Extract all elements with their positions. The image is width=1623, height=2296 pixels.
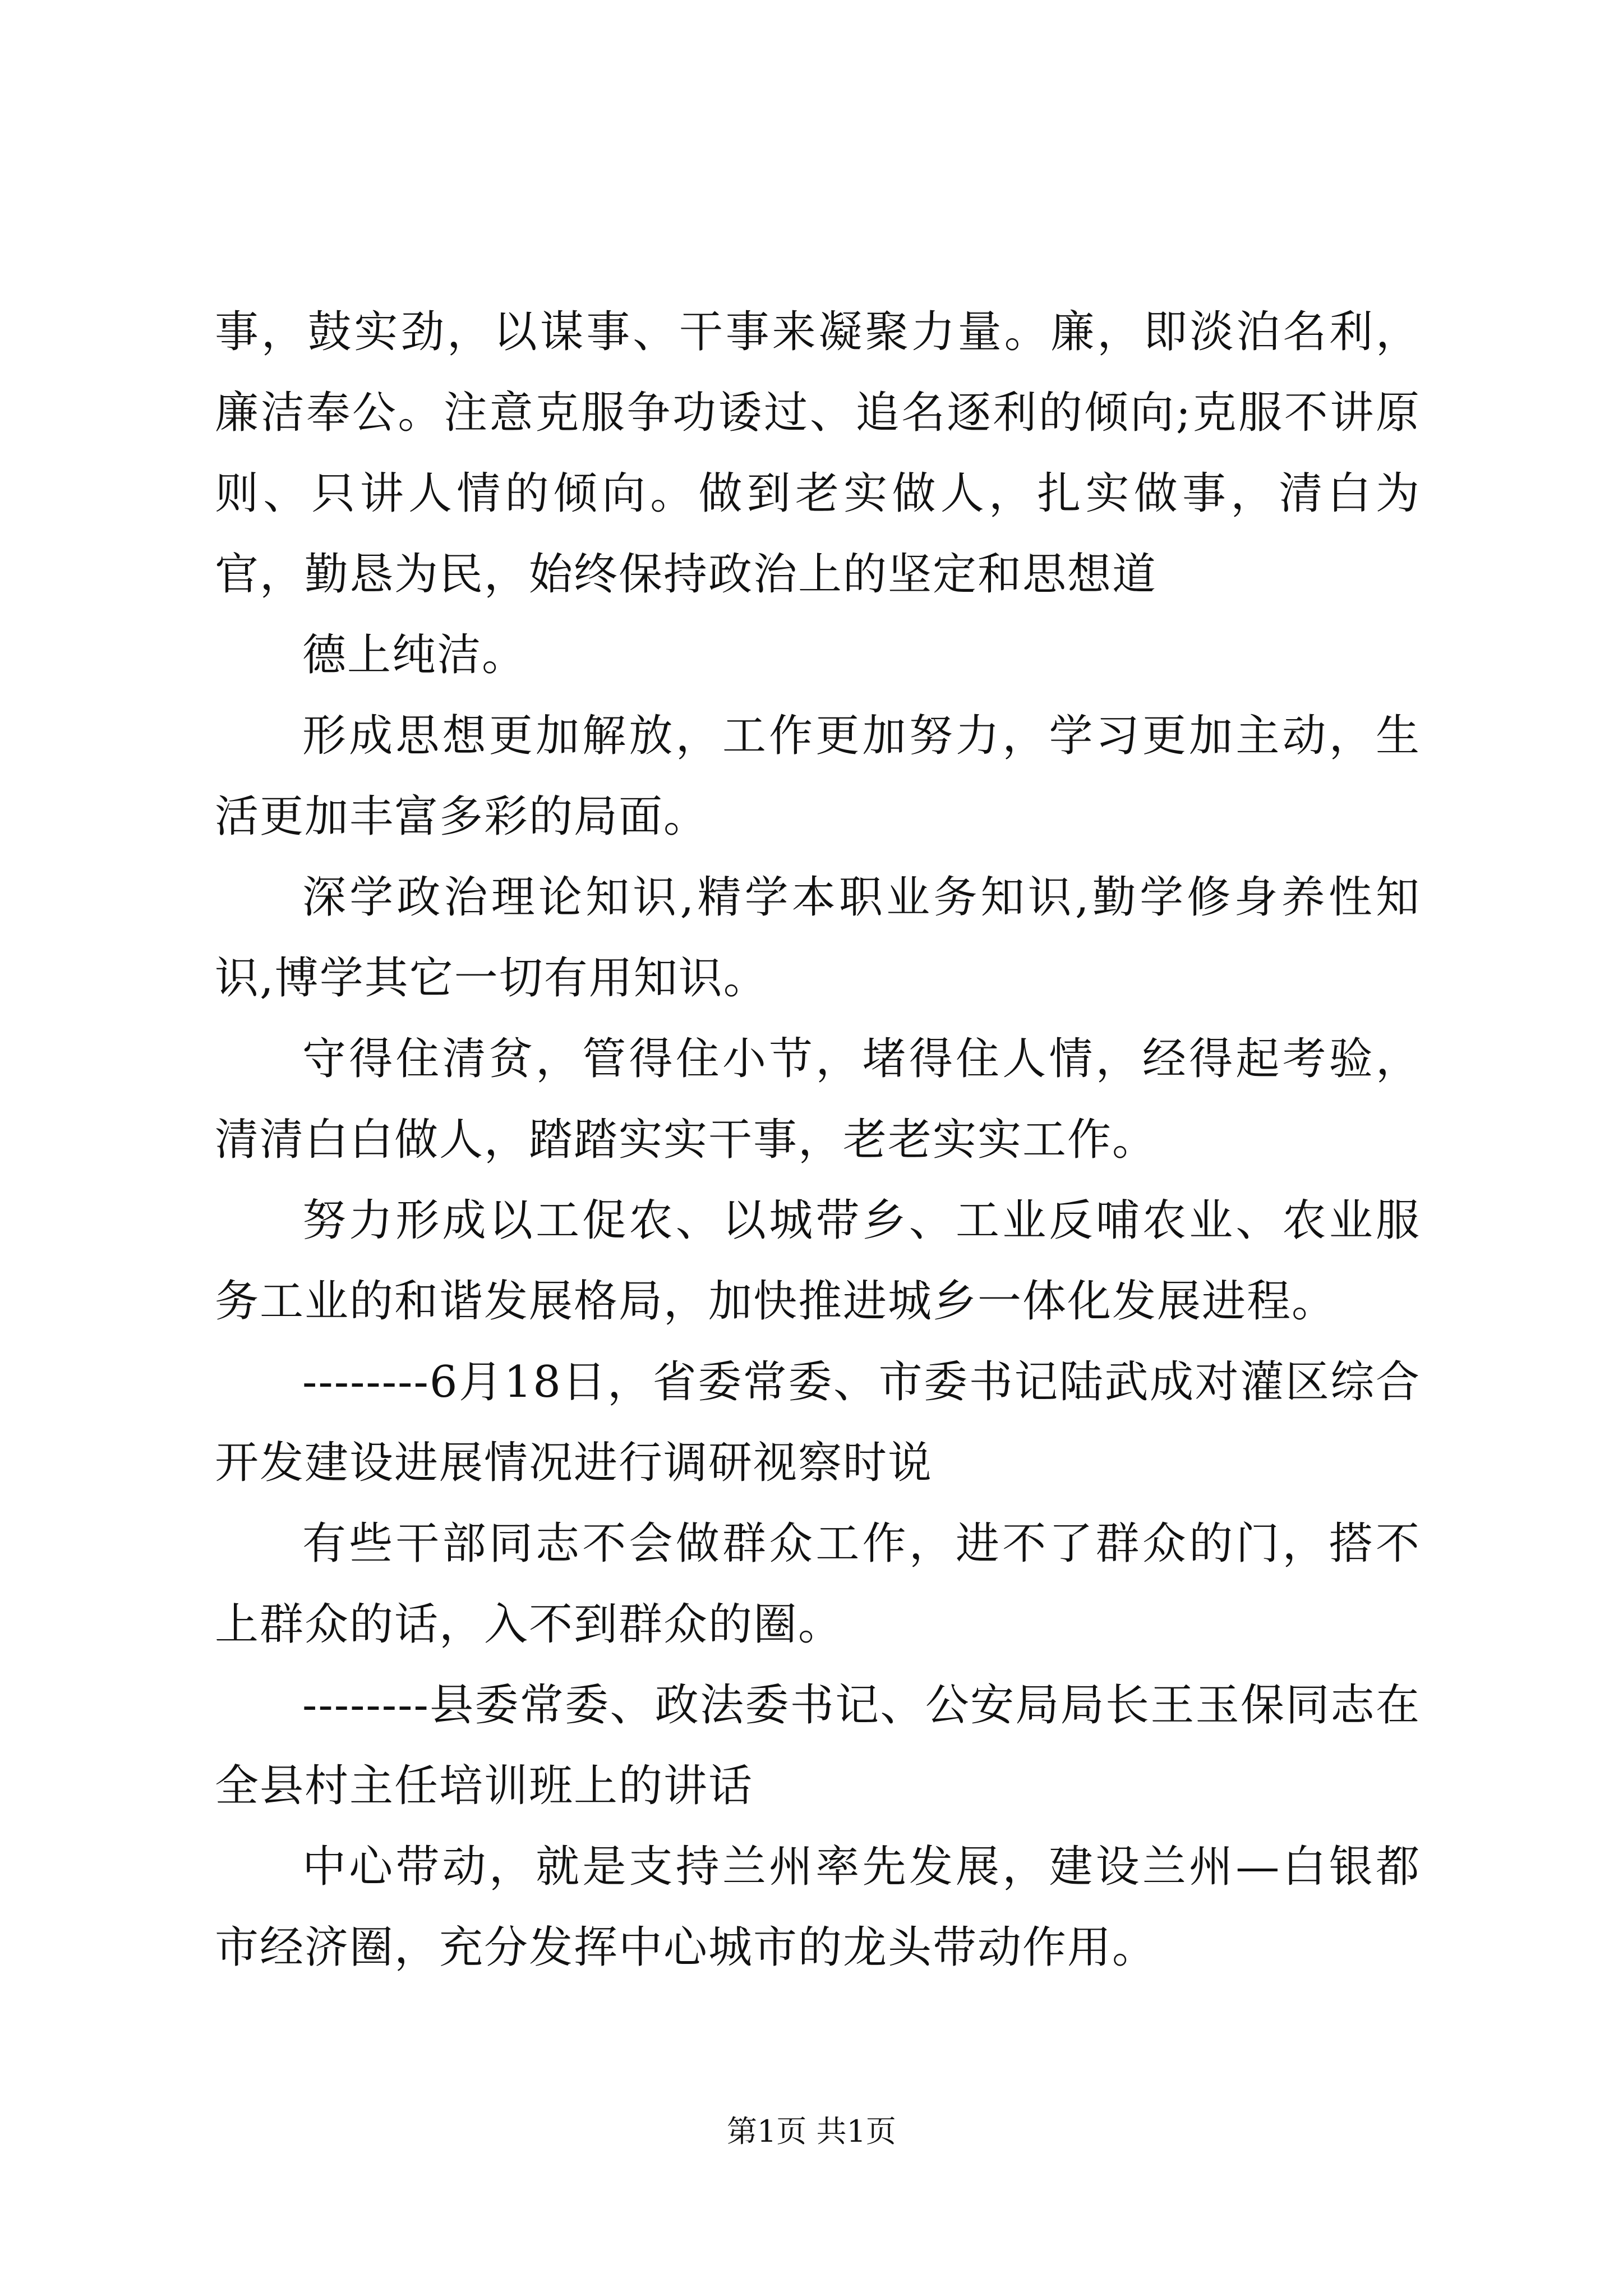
paragraph-5: 守得住清贫，管得住小节，堵得住人情，经得起考验，清清白白做人，踏踏实实干事，老老实实工作。	[215, 1034, 1421, 1165]
paragraph-7: --------6月18日，省委常委、市委书记陆武成对灌区综合开发建设进展情况进行调研视察时说	[215, 1357, 1421, 1488]
paragraph-9: --------县委常委、政法委书记、公安局局长王玉保同志在全县村主任培训班上的讲话	[215, 1680, 1421, 1811]
paragraph-1: 事，鼓实劲，以谋事、干事来凝聚力量。廉，即淡泊名利，廉洁奉公。注意克服争功诿过、追名逐利的倾向;克服不讲原则、只讲人情的倾向。做到老实做人，扎实做事，清白为官，勤恳为民，始终保持政治上的坚定和思想道	[215, 307, 1421, 600]
paragraph-4: 深学政治理论知识,精学本职业务知识,勤学修身养性知识,博学其它一切有用知识。	[215, 872, 1421, 1004]
paragraph-3: 形成思想更加解放，工作更加努力，学习更加主动，生活更加丰富多彩的局面。	[215, 711, 1421, 842]
paragraph-8: 有些干部同志不会做群众工作，进不了群众的门，搭不上群众的话，入不到群众的圈。	[215, 1519, 1421, 1650]
page-footer: 第1页 共1页	[727, 2114, 896, 2149]
paragraph-6: 努力形成以工促农、以城带乡、工业反哺农业、农业服务工业的和谐发展格局，加快推进城乡一体化发展进程。	[215, 1195, 1421, 1327]
paragraph-10: 中心带动，就是支持兰州率先发展，建设兰州—白银都市经济圈，充分发挥中心城市的龙头带动作用。	[215, 1842, 1421, 1973]
paragraph-2: 德上纯洁。	[302, 630, 527, 680]
document-body	[215, 292, 1421, 1988]
